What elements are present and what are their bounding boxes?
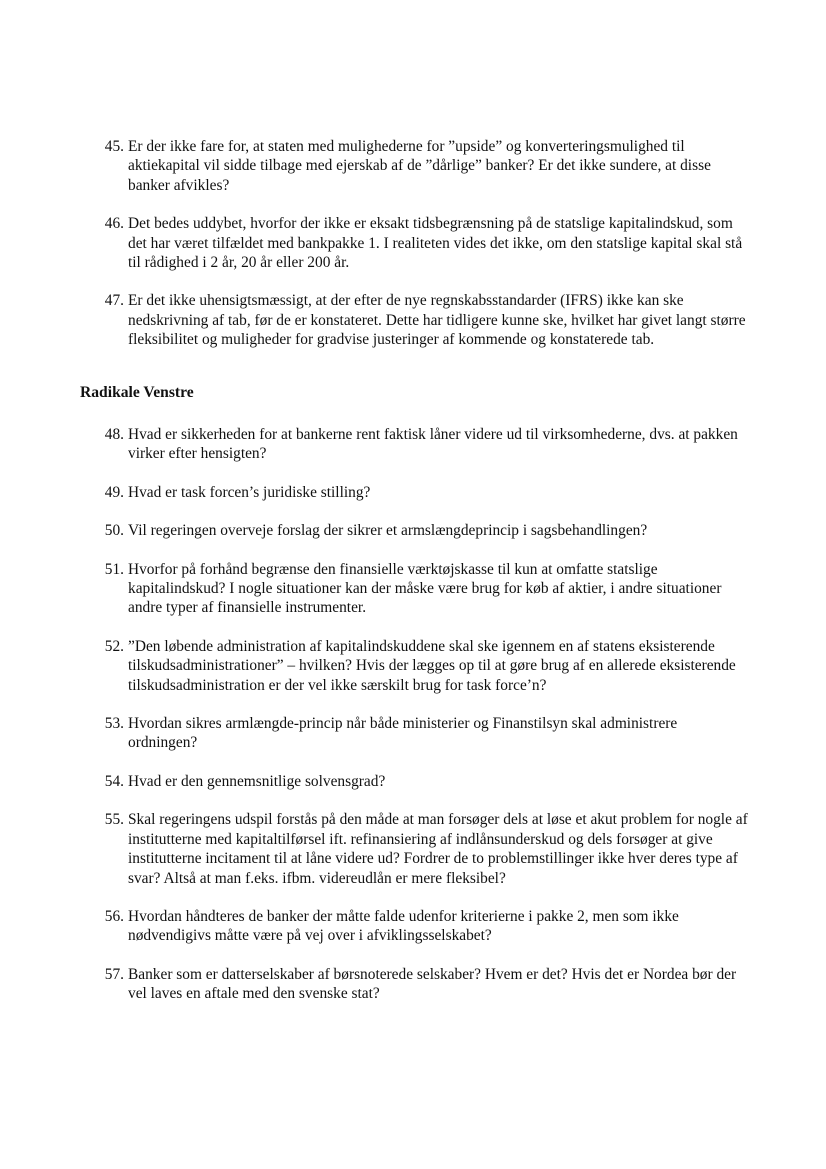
list-item-48 (0, 425, 826, 464)
item-number: 52. (104, 637, 124, 655)
item-text: Skal regeringens udspil forstås på den måde at man forsøger dels at løse et akut problem for nogle af institutterne med kapitaltilførsel ift. refinansiering af indlånsunderskud og dels forsøger at give institutterne incitament til at låne videre ud? Fordrer de to problemstillinger ikke hver deres type af svar? Altså at man f.eks. ifbm. videreudlån er mere fleksibel? (128, 811, 748, 887)
item-number: 49. (104, 483, 124, 501)
list-item-47 (0, 291, 826, 349)
item-number: 57. (104, 965, 124, 983)
item-number: 56. (104, 907, 124, 925)
list-item-50 (0, 521, 826, 540)
question-list-2 (0, 425, 826, 1004)
item-text: Vil regeringen overveje forslag der sikrer et armslængdeprincip i sagsbehandlingen? (128, 522, 648, 540)
item-number: 47. (104, 292, 124, 310)
list-item-53 (0, 714, 826, 753)
item-text: Banker som er datterselskaber af børsnoterede selskaber? Hvem er det? Hvis det er Nordea bør der vel laves en aftale med den svenske stat? (128, 965, 737, 1003)
item-number: 46. (104, 215, 124, 233)
item-number: 54. (104, 772, 124, 790)
list-item-54 (0, 772, 826, 791)
list-item-45 (0, 137, 826, 195)
list-item-51 (0, 560, 826, 618)
item-text: Det bedes uddybet, hvorfor der ikke er eksakt tidsbegrænsning på de statslige kapitalindskud, som det har været tilfældet med bankpakke 1. I realiteten vides det ikke, om den statslige kapital skal stå til rådighed i 2 år, 20 år eller 200 år. (128, 215, 743, 272)
section-heading: Radikale Venstre (80, 384, 194, 401)
list-item-57 (0, 965, 826, 1004)
item-text: Hvad er task forcen’s juridiske stilling? (128, 483, 371, 501)
list-item-52 (0, 637, 826, 695)
item-text: Hvad er sikkerheden for at bankerne rent faktisk låner videre ud til virksomhederne, dvs. at pakken virker efter hensigten? (128, 426, 738, 463)
item-text: Hvordan sikres armlængde-princip når både ministerier og Finanstilsyn skal administrere ordningen? (128, 715, 678, 752)
question-list-1 (0, 137, 826, 350)
item-text: Er det ikke uhensigtsmæssigt, at der efter de nye regnskabsstandarder (IFRS) ikke kan ske nedskrivning af tab, før de er konstateret. Dette har tidligere kunne ske, hvilket har givet langt større fleksibilitet og muligheder for gradvise justeringer af kommende og konstaterede tab. (128, 292, 746, 349)
item-number: 51. (104, 560, 124, 578)
list-item-46 (0, 214, 826, 272)
item-number: 53. (104, 715, 124, 733)
list-item-56 (0, 907, 826, 946)
list-item-55 (0, 810, 826, 888)
item-number: 50. (104, 522, 124, 540)
item-text: Hvad er den gennemsnitlige solvensgrad? (128, 772, 386, 790)
item-text: ”Den løbende administration af kapitalindskuddene skal ske igennem en af statens eksisterende tilskudsadministrationer” – hvilken? Hvis der lægges op til at gøre brug af en allerede eksisterende tilskudsadministration er der vel ikke særskilt brug for task force’n? (128, 637, 736, 694)
item-number: 45. (104, 138, 124, 155)
item-number: 48. (104, 426, 124, 443)
item-number: 55. (104, 811, 124, 829)
item-text: Hvordan håndteres de banker der måtte falde udenfor kriterierne i pakke 2, men som ikke nødvendigivs måtte være på vej over i afviklingsselskabet? (128, 907, 679, 945)
list-item-49 (0, 483, 826, 502)
item-text: Hvorfor på forhånd begrænse den finansielle værktøjskasse til kun at omfatte statslige kapitalindskud? I nogle situationer kan der måske være brug for køb af aktier, i andre situationer andre typer af finansielle instrumenter. (128, 560, 722, 617)
item-text: Er der ikke fare for, at staten med mulighederne for ”upside” og konverteringsmulighed til aktiekapital vil sidde tilbage med ejerskab af de ”dårlige” banker? Er det ikke sundere, at disse banker afvikles? (128, 138, 711, 194)
